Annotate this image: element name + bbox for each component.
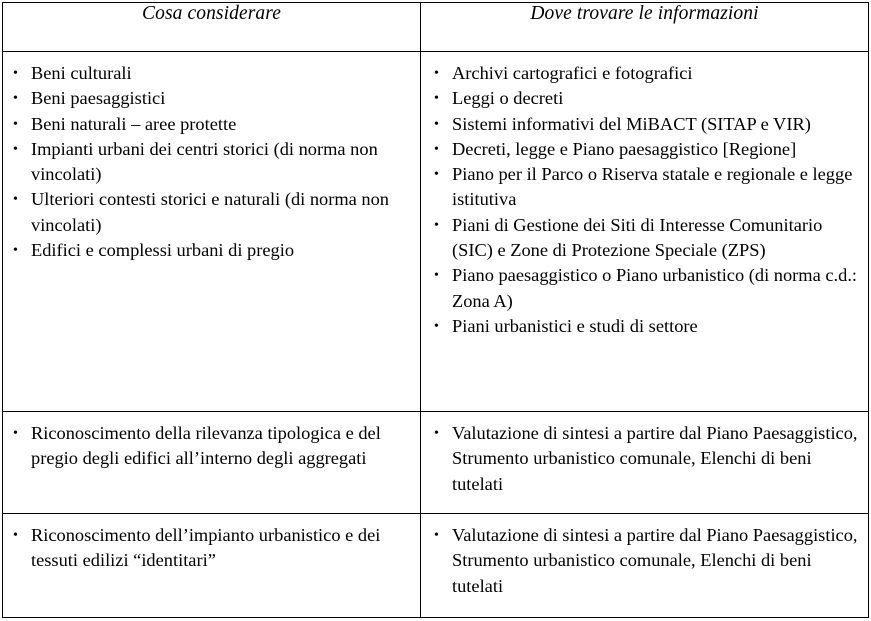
- bullet-icon: •: [13, 192, 18, 208]
- bullet-list: [3, 412, 420, 472]
- bullet-list: [421, 52, 868, 339]
- list-item: • Riconoscimento della rilevanza tipologica e del pregio degli edifici all’interno degli aggregati: [13, 423, 381, 469]
- bullet-list: [421, 514, 868, 599]
- bullet-icon: •: [13, 66, 18, 81]
- bullet-icon: •: [434, 116, 439, 132]
- table-cell: [3, 514, 421, 618]
- bullet-list: [3, 52, 420, 263]
- bullet-icon: •: [13, 426, 18, 441]
- bullet-icon: •: [13, 243, 18, 259]
- list-item: • Decreti, legge e Piano paesaggistico [Regione]: [429, 137, 864, 162]
- list-item: • Ulteriori contesti storici e naturali (di norma non vincolati): [13, 189, 390, 235]
- list-item: • Piano per il Parco o Riserva statale e regionale e legge istitutiva: [434, 164, 853, 210]
- bullet-list: [3, 514, 420, 574]
- bullet-icon: •: [434, 217, 439, 233]
- bullet-icon: •: [434, 91, 439, 107]
- bullet-icon: •: [13, 116, 18, 132]
- bullet-icon: •: [434, 66, 439, 81]
- bullet-icon: •: [434, 268, 439, 284]
- list-item: • Riconoscimento dell’impianto urbanistico e dei tessuti edilizi “identitari”: [13, 525, 381, 571]
- bullet-list: [421, 412, 868, 497]
- list-item: • Beni naturali – aree protette: [8, 112, 414, 137]
- bullet-icon: •: [13, 141, 18, 157]
- bullet-icon: •: [13, 91, 18, 107]
- header-cosa-considerare: Cosa considerare: [3, 3, 421, 52]
- table-cell: [421, 52, 869, 412]
- bullet-icon: •: [434, 426, 439, 441]
- list-item: • Piani urbanistici e studi di settore: [429, 314, 864, 339]
- bullet-icon: •: [434, 141, 439, 157]
- list-item: • Impianti urbani dei centri storici (di norma non vincolati): [13, 138, 378, 185]
- list-item: • Archivi cartografici e fotografici: [429, 61, 864, 86]
- list-item: • Valutazione di sintesi a partire dal Piano Paesaggistico, Strumento urbanistico comunale, Elenchi di beni tutelati: [434, 525, 858, 596]
- bullet-icon: •: [434, 528, 439, 543]
- table-row: [3, 52, 869, 412]
- bullet-icon: •: [434, 318, 439, 334]
- header-dove-trovare: Dove trovare le informazioni: [421, 3, 869, 52]
- table-cell: [421, 412, 869, 514]
- list-item: • Leggi o decreti: [429, 86, 864, 111]
- list-item: • Beni paesaggistici: [8, 86, 414, 111]
- table-cell: [3, 412, 421, 514]
- table-row: [3, 412, 869, 514]
- table-cell: [421, 514, 869, 618]
- table-row: [3, 514, 869, 618]
- list-item: • Edifici e complessi urbani di pregio: [8, 238, 414, 263]
- list-item: • Sistemi informativi del MiBACT (SITAP e VIR): [429, 112, 864, 137]
- info-table: [2, 2, 869, 618]
- bullet-icon: •: [434, 167, 439, 183]
- list-item: • Beni culturali: [8, 61, 414, 86]
- list-item: • Valutazione di sintesi a partire dal Piano Paesaggistico, Strumento urbanistico comunale, Elenchi di beni tutelati: [434, 423, 858, 494]
- bullet-icon: •: [13, 528, 18, 543]
- list-item: • Piani di Gestione dei Siti di Interesse Comunitario (SIC) e Zone di Protezione Speciale (ZPS): [434, 214, 823, 261]
- list-item: • Piano paesaggistico o Piano urbanistico (di norma c.d.: Zona A): [434, 265, 858, 311]
- table-cell: [3, 52, 421, 412]
- table-header-row: [3, 3, 869, 52]
